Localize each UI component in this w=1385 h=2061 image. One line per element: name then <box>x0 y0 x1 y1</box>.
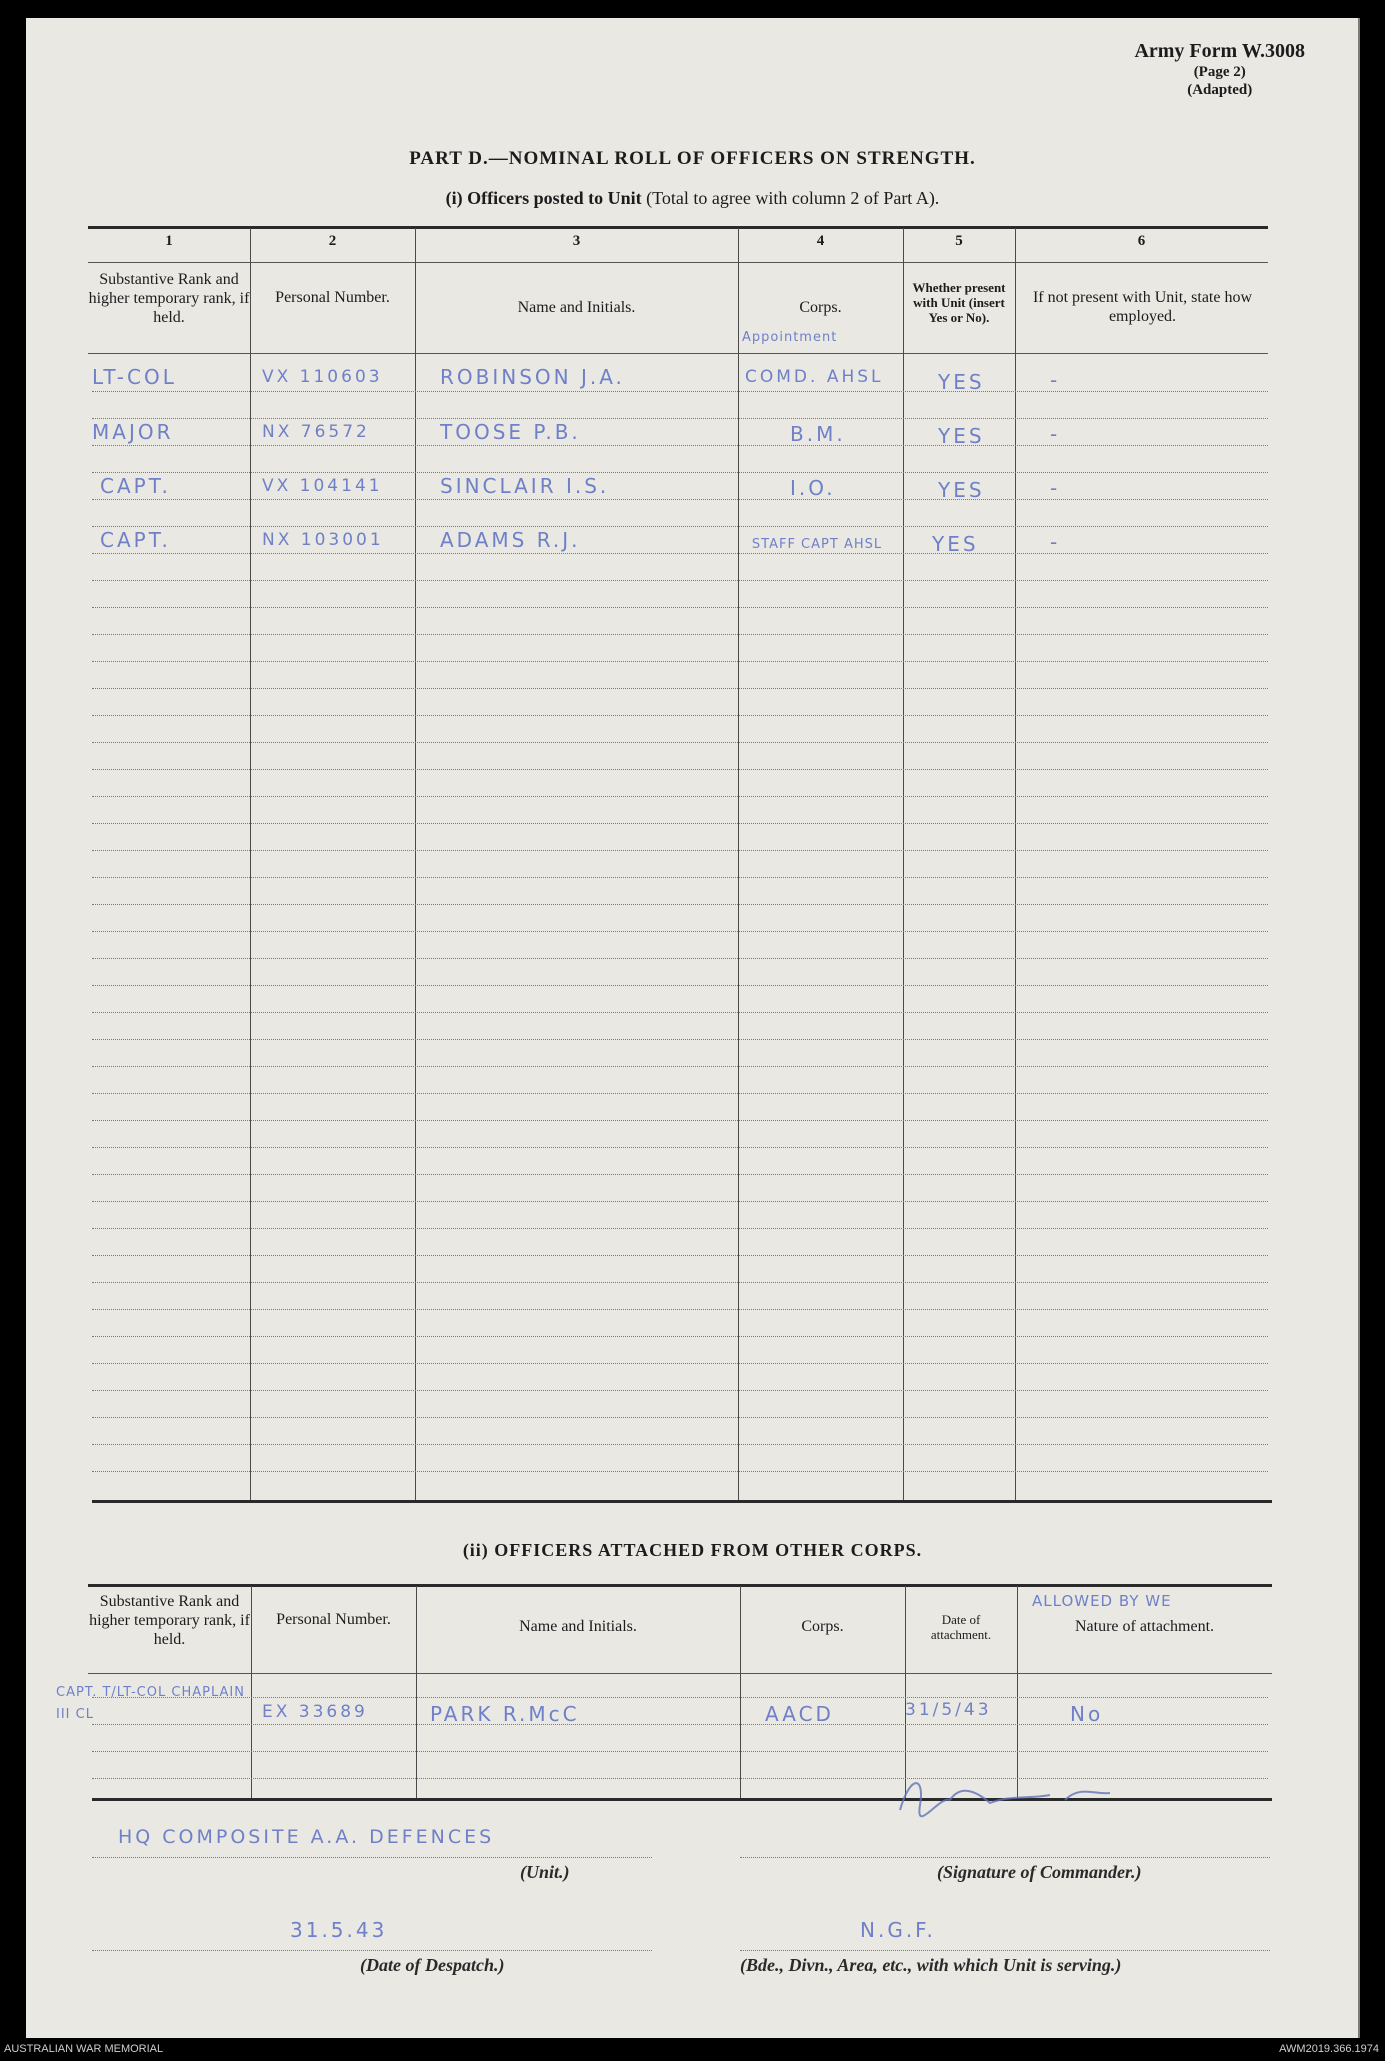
signature-line <box>740 1857 1270 1858</box>
part-d-subtitle-normal: (Total to agree with column 2 of Part A). <box>646 188 940 208</box>
ruled-line <box>92 985 1268 986</box>
bde-value: N.G.F. <box>860 1918 936 1942</box>
despatch-line <box>92 1950 652 1951</box>
row4-employed: - <box>1050 530 1061 554</box>
header-employed: If not present with Unit, state how employed. <box>1032 289 1253 325</box>
row2-present: YES <box>938 424 985 448</box>
ruled-line <box>92 607 1268 608</box>
header-name: Name and Initials. <box>517 299 636 316</box>
ii-row1-nature: No <box>1070 1702 1104 1726</box>
row3-rank: CAPT. <box>100 474 171 498</box>
part-d-title: PART D.—NOMINAL ROLL OF OFFICERS ON STRENGTH. <box>409 148 976 169</box>
col-number-2: 2 <box>328 233 337 249</box>
commander-signature <box>880 1765 1160 1825</box>
row1-name: ROBINSON J.A. <box>440 365 625 389</box>
form-title: Army Form W.3008 <box>1134 40 1305 62</box>
ruled-line <box>92 1201 1268 1202</box>
row1-rank: LT-COL <box>92 365 177 389</box>
unit-line <box>92 1857 652 1858</box>
col-number-6: 6 <box>1137 233 1146 249</box>
ruled-line <box>92 499 1268 500</box>
ii-col-divider-1 <box>251 1586 252 1798</box>
ii-row1-corps: AACD <box>765 1702 834 1726</box>
row3-number: VX 104141 <box>262 476 383 496</box>
header-divider <box>88 353 1268 354</box>
col-number-5: 5 <box>955 233 963 249</box>
ii-row1-name: PARK R.McC <box>430 1702 580 1726</box>
row4-name: ADAMS R.J. <box>440 528 581 552</box>
ii-header-personal-number: Personal Number. <box>276 1611 391 1628</box>
ruled-line <box>92 1363 1268 1364</box>
row2-number: NX 76572 <box>262 422 370 442</box>
part-d-subtitle-bold: (i) Officers posted to Unit <box>445 188 642 208</box>
ruled-line <box>92 958 1268 959</box>
header-rank: Substantive Rank and higher temporary rank, if held. <box>88 271 250 326</box>
ruled-line <box>92 1039 1268 1040</box>
ruled-line <box>92 769 1268 770</box>
ruled-line <box>92 580 1268 581</box>
table-bottom-rule <box>92 1500 1272 1503</box>
ruled-line <box>92 1417 1268 1418</box>
unit-label: (Unit.) <box>520 1862 570 1882</box>
ruled-line <box>92 688 1268 689</box>
header-corps: Corps. <box>799 299 842 316</box>
part-d-subtitle <box>0 188 1385 209</box>
ruled-line <box>92 1282 1268 1283</box>
row1-corps: COMD. AHSL <box>745 367 884 387</box>
ruled-line <box>92 1444 1268 1445</box>
ruled-line <box>92 445 1268 446</box>
part-ii-title: (ii) OFFICERS ATTACHED FROM OTHER CORPS. <box>462 1540 923 1560</box>
bde-line <box>740 1950 1270 1951</box>
ruled-line <box>92 553 1268 554</box>
ruled-line <box>92 823 1268 824</box>
signature-label: (Signature of Commander.) <box>937 1862 1142 1882</box>
ruled-line <box>92 742 1268 743</box>
form-page-number: (Page 2) <box>1193 64 1246 80</box>
unit-value: HQ COMPOSITE A.A. DEFENCES <box>118 1826 495 1848</box>
row4-corps: STAFF CAPT AHSL <box>751 537 883 552</box>
watermark-right: AWM2019.366.1974 <box>1279 2043 1379 2055</box>
row2-name: TOOSE P.B. <box>440 420 581 444</box>
ruled-line <box>92 634 1268 635</box>
hw-corps-note: Appointment <box>742 330 838 345</box>
ruled-line <box>92 1066 1268 1067</box>
despatch-value: 31.5.43 <box>290 1918 388 1942</box>
ruled-line <box>92 931 1268 932</box>
ii-header-corps: Corps. <box>801 1618 844 1635</box>
part-ii-header-divider <box>88 1673 1272 1674</box>
row1-employed: - <box>1050 368 1061 392</box>
ruled-line <box>92 1012 1268 1013</box>
despatch-label: (Date of Despatch.) <box>360 1955 505 1975</box>
colnum-divider <box>88 262 1268 263</box>
form-adapted: (Adapted) <box>1187 82 1253 98</box>
ii-header-date: Date of attachment. <box>930 1612 992 1642</box>
row2-employed: - <box>1050 422 1061 446</box>
ruled-line <box>92 1120 1268 1121</box>
header-present: Whether present with Unit (insert Yes or No). <box>912 280 1006 325</box>
row2-corps: B.M. <box>790 422 846 446</box>
row1-present: YES <box>938 370 985 394</box>
row1-number: VX 110603 <box>262 367 383 387</box>
ruled-line <box>92 1147 1268 1148</box>
ruled-line <box>92 877 1268 878</box>
ruled-line <box>92 1390 1268 1391</box>
ruled-line <box>92 904 1268 905</box>
ruled-line <box>92 472 1268 473</box>
ruled-line <box>92 391 1268 392</box>
ii-row1-number: EX 33689 <box>262 1702 368 1722</box>
row3-employed: - <box>1050 476 1061 500</box>
ruled-line <box>92 1255 1268 1256</box>
col-number-1: 1 <box>165 233 173 249</box>
table-top-rule <box>88 226 1268 229</box>
ruled-line <box>92 418 1268 419</box>
ii-row1-rank: CAPT. T/LT-COL CHAPLAIN III CL <box>56 1685 245 1722</box>
ruled-line <box>92 1697 1268 1698</box>
ruled-line <box>92 661 1268 662</box>
form-identifier <box>1134 40 1305 99</box>
col-number-3: 3 <box>572 233 581 249</box>
ruled-line <box>92 1751 1268 1752</box>
header-personal-number: Personal Number. <box>275 289 390 306</box>
part-ii-top-rule <box>88 1584 1272 1587</box>
ruled-line <box>92 1228 1268 1229</box>
ruled-line <box>92 850 1268 851</box>
ruled-line <box>92 1336 1268 1337</box>
row3-name: SINCLAIR I.S. <box>440 474 610 498</box>
hw-nature-note: ALLOWED BY WE <box>1032 1592 1172 1610</box>
row4-rank: CAPT. <box>100 528 171 552</box>
row4-number: NX 103001 <box>262 530 384 550</box>
ruled-line <box>92 1309 1268 1310</box>
bde-label: (Bde., Divn., Area, etc., with which Unit is serving.) <box>740 1955 1122 1975</box>
ruled-line <box>92 1174 1268 1175</box>
ii-header-nature: Nature of attachment. <box>1074 1618 1215 1635</box>
row3-present: YES <box>938 478 985 502</box>
ii-header-rank: Substantive Rank and higher temporary rank, if held. <box>89 1593 250 1648</box>
row4-present: YES <box>932 532 979 556</box>
ruled-line <box>92 715 1268 716</box>
ii-row1-date: 31/5/43 <box>905 1700 992 1720</box>
watermark-left: AUSTRALIAN WAR MEMORIAL <box>4 2043 164 2055</box>
ruled-line <box>92 796 1268 797</box>
col-number-4: 4 <box>816 233 825 249</box>
row2-rank: MAJOR <box>92 420 174 444</box>
row3-corps: I.O. <box>790 476 836 500</box>
ruled-line <box>92 1093 1268 1094</box>
ruled-line <box>92 526 1268 527</box>
ruled-line <box>92 1471 1268 1472</box>
ii-header-name: Name and Initials. <box>519 1618 637 1635</box>
